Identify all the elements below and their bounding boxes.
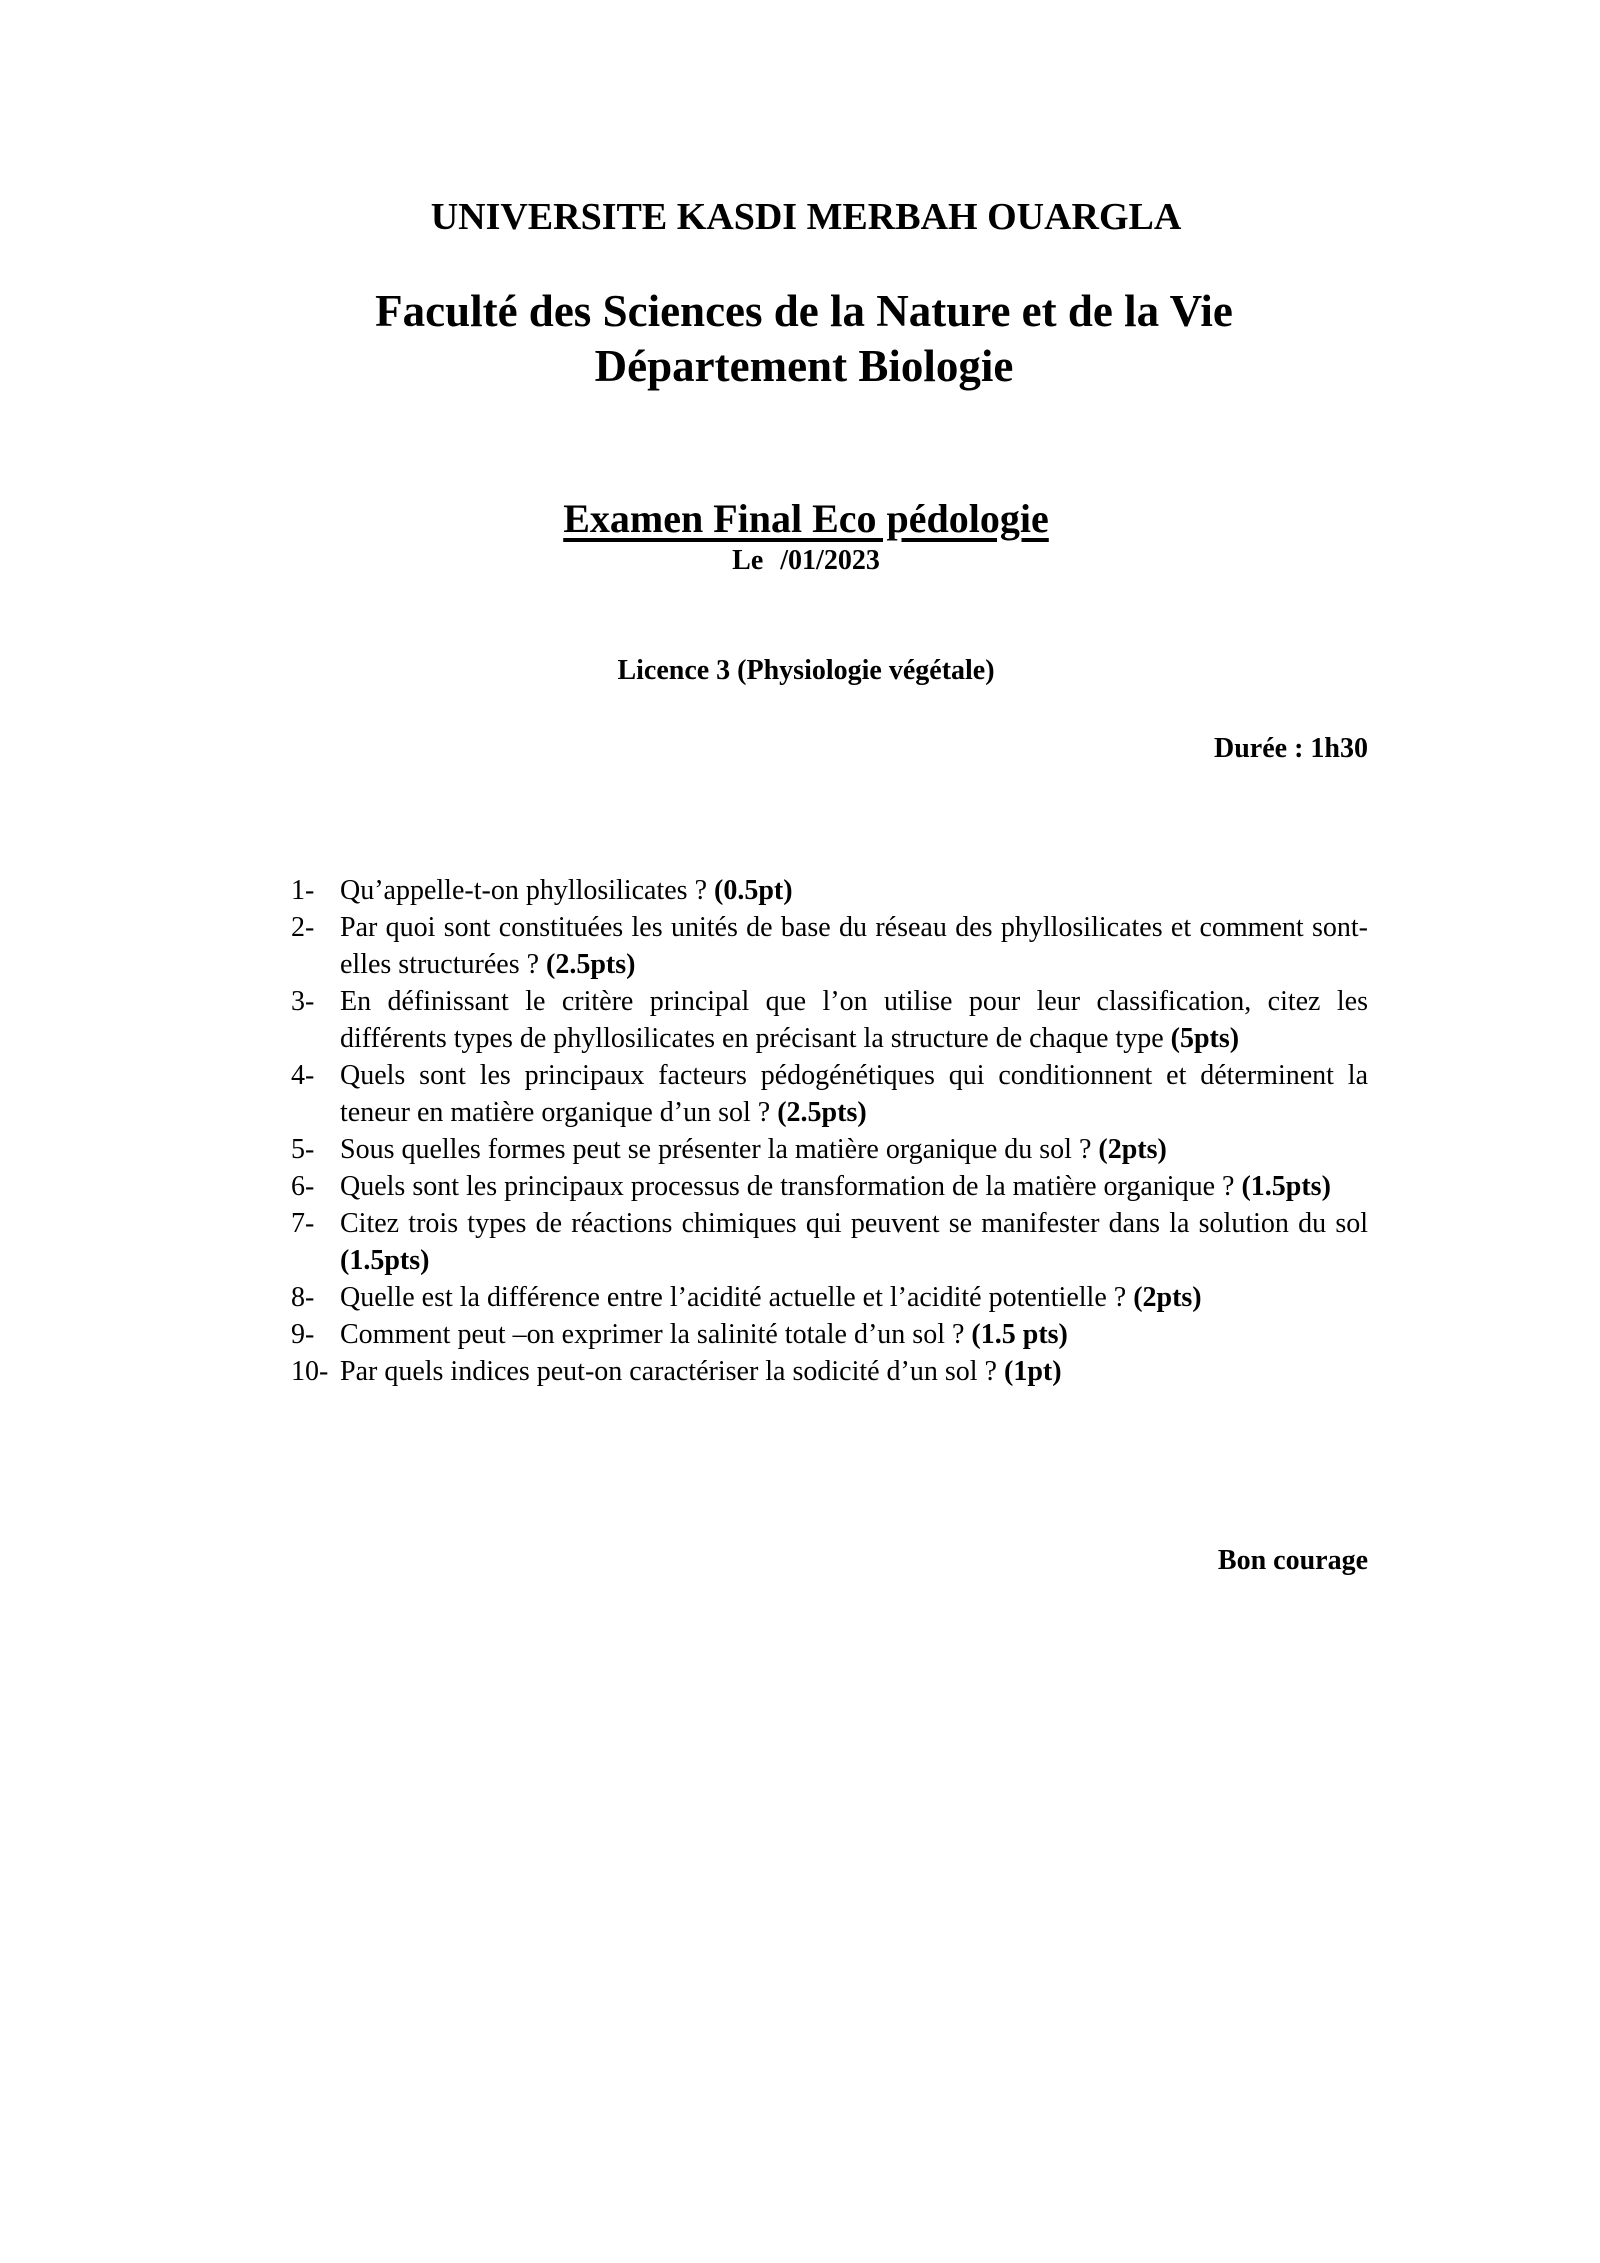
question-points: (2pts) [1098,1134,1167,1165]
question-item-3 [291,983,1368,1057]
question-text [340,1205,1368,1279]
question-number: 2- [291,912,315,943]
closing-message: Bon courage [1217,1545,1368,1576]
question-points: (0.5pt) [714,875,793,906]
question-text [340,909,1368,983]
question-text [340,872,1368,909]
question-item-4 [291,1057,1368,1131]
question-item-8 [291,1279,1368,1316]
exam-level: Licence 3 (Physiologie végétale) [617,655,995,686]
question-number: 1- [291,875,315,906]
question-text [340,1131,1368,1168]
question-prompt: Citez trois types de réactions chimiques qui peuvent se manifester dans la solution du sol [340,1208,1368,1239]
university-name: UNIVERSITE KASDI MERBAH OUARGLA [430,196,1182,238]
question-prompt: En définissant le critère principal que l’on utilise pour leur classification, citez les différents types de phyllosilicates en précisant la structure de chaque type [340,986,1368,1054]
question-item-9 [291,1316,1368,1353]
question-prompt: Par quels indices peut-on caractériser la sodicité d’un sol ? [340,1356,1004,1387]
question-text [340,1168,1368,1205]
question-points: (1.5 pts) [971,1319,1068,1350]
question-list [291,872,1368,1390]
question-number: 6- [291,1171,315,1202]
question-prompt: Sous quelles formes peut se présenter la matière organique du sol ? [340,1134,1099,1165]
question-text [340,1353,1368,1390]
question-prompt: Quels sont les principaux processus de transformation de la matière organique ? [340,1171,1242,1202]
question-number: 8- [291,1282,315,1313]
question-item-5 [291,1131,1368,1168]
question-points: (1pt) [1004,1356,1062,1387]
department-name: Département Biologie [594,341,1014,391]
question-item-7 [291,1205,1368,1279]
exam-duration: Durée : 1h30 [1214,733,1368,764]
question-number: 5- [291,1134,315,1165]
question-text [340,1316,1368,1353]
question-number: 4- [291,1060,315,1091]
question-text [340,1279,1368,1316]
question-item-6 [291,1168,1368,1205]
question-points: (1.5pts) [1241,1171,1331,1202]
question-points: (2.5pts) [777,1097,867,1128]
exam-title: Examen Final Eco pédologie [563,496,1049,541]
question-prompt: Comment peut –on exprimer la salinité totale d’un sol ? [340,1319,972,1350]
exam-date: Le /01/2023 [732,545,880,576]
question-text [340,983,1368,1057]
question-points: (2pts) [1133,1282,1202,1313]
question-number: 9- [291,1319,315,1350]
question-points: (5pts) [1170,1023,1240,1054]
question-item-2 [291,909,1368,983]
question-prompt: Qu’appelle-t-on phyllosilicates ? [340,875,714,906]
question-prompt: Quels sont les principaux facteurs pédogénétiques qui conditionnent et déterminent la teneur en matière organique d’un sol ? [340,1060,1368,1128]
question-number: 7- [291,1208,315,1239]
question-number: 10- [291,1356,329,1387]
question-item-1 [291,872,1368,909]
question-points: (1.5pts) [340,1245,430,1276]
question-prompt: Par quoi sont constituées les unités de base du réseau des phyllosilicates et comment sont-elles structurées ? [340,912,1368,980]
question-points: (2.5pts) [546,949,636,980]
question-text [340,1057,1368,1131]
faculty-name: Faculté des Sciences de la Nature et de la Vie [375,286,1233,336]
question-number: 3- [291,986,315,1017]
question-item-10 [291,1353,1368,1390]
question-prompt: Quelle est la différence entre l’acidité actuelle et l’acidité potentielle ? [340,1282,1134,1313]
